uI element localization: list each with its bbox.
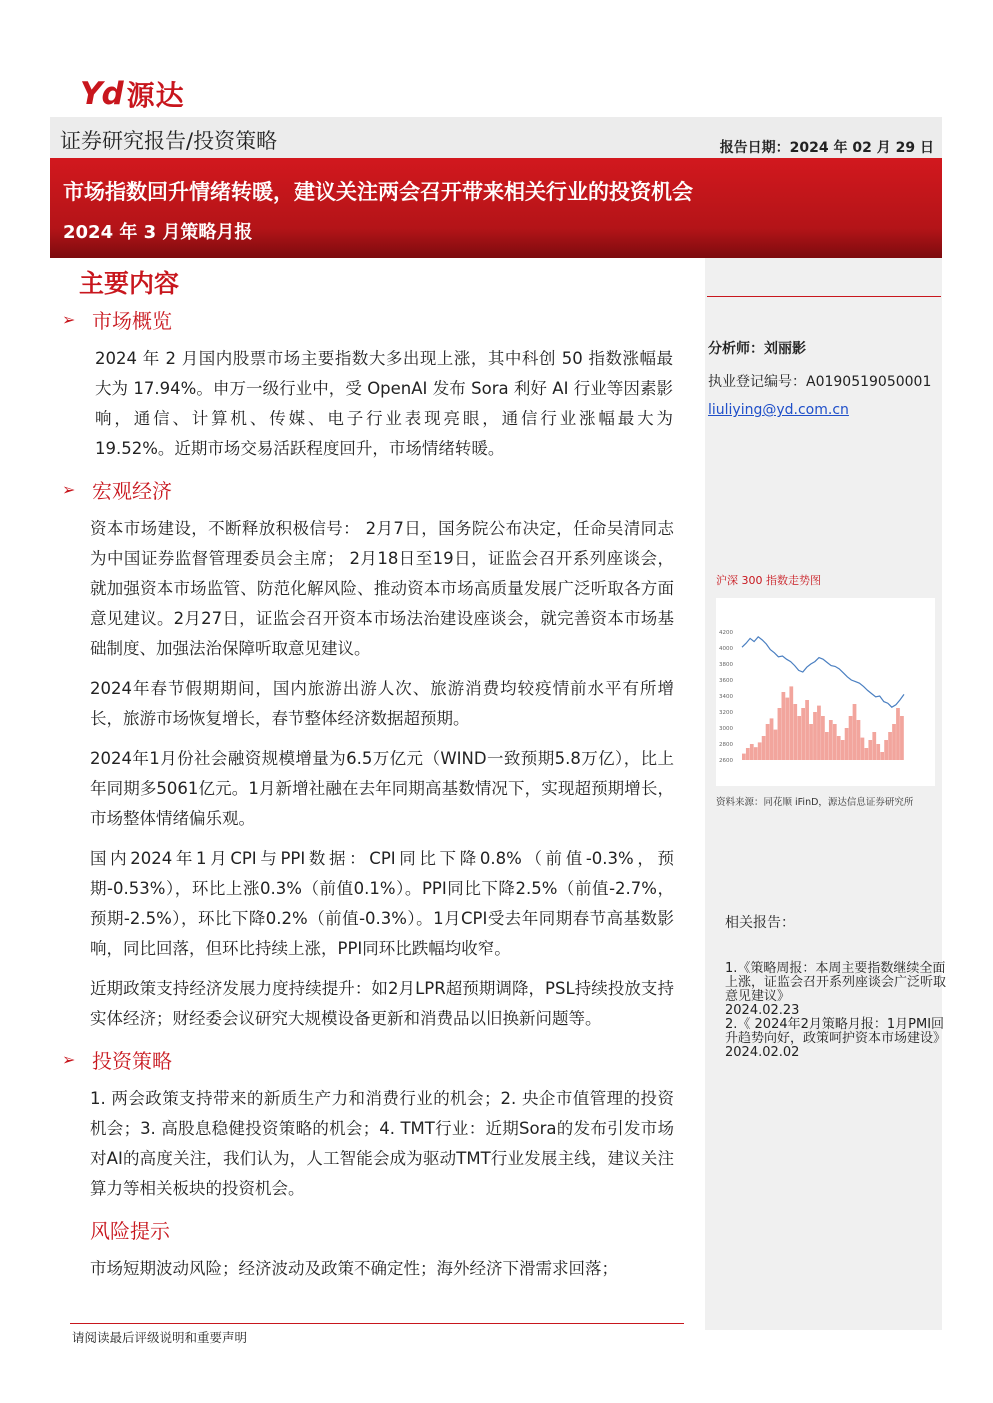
chart-bar (896, 708, 900, 760)
analyst-registration: 执业登记编号：A0190519050001 (708, 374, 932, 390)
chart-bar (900, 716, 904, 760)
macro-paragraph-4: 国内2024年1月CPI与PPI数据：CPI同比下降0.8%（前值-0.3%，预期-0.53%），环比上涨0.3%（前值0.1%）。PPI同比下降2.5%（前值-2.7%，预期-2.5%），环比下降0.2%（前值-0.3%）。1月CPI受去年同期春节高基数影响，同比回落，但环比持续上涨，PPI同环比跌幅均收窄。 (90, 849, 674, 958)
title-banner (50, 158, 942, 258)
chart-bar (829, 720, 833, 760)
footer-divider (70, 1323, 684, 1324)
chart-bar (876, 744, 880, 760)
risk-heading: 风险提示 (90, 1219, 170, 1243)
y-tick-label: 3200 (719, 710, 733, 716)
footer-disclaimer: 请阅读最后评级说明和重要声明 (72, 1330, 248, 1345)
chart-bar (797, 716, 801, 760)
section-heading-macro (62, 475, 172, 504)
related-reports-list (725, 962, 947, 1060)
main-content-heading: 主要内容 (79, 269, 180, 298)
chart-bar (813, 712, 817, 760)
chart-svg (716, 598, 935, 786)
chart-source: 资料来源：同花顺 iFinD，源达信息证券研究所 (716, 797, 914, 808)
chart-bar (742, 754, 746, 760)
analyst-email-link[interactable]: liuliying@yd.com.cn (708, 402, 849, 418)
strategy-paragraph: 1. 两会政策支持带来的新质生产力和消费行业的机会；2. 央企市值管理的投资机会；3. 高股息稳健投资策略的机会；4. TMT行业：近期Sora的发布引发市场对AI的高度关注，我们认为，人工智能会成为驱动TMT行业发展主线，建议关注算力等相关板块的投资机会。 (90, 1089, 674, 1198)
chart-bar (805, 700, 809, 760)
macro-paragraph-5: 近期政策支持经济发展力度持续提升：如2月LPR超预期调降，PSL持续投放支持实体经济；财经委会议研究大规模设备更新和消费品以旧换新问题等。 (90, 979, 674, 1028)
y-tick-label: 3400 (719, 694, 733, 700)
chart-bar (793, 704, 797, 760)
related-report-2[interactable]: 2.《 2024年2月策略月报：1月PMI回升趋势向好，政策呵护资本市场建设》 (725, 1017, 947, 1046)
chart-bar (785, 698, 789, 760)
chart-bar (770, 718, 774, 760)
related-report-2-date: 2024.02.02 (725, 1045, 800, 1060)
chart-bar (766, 724, 770, 760)
y-tick-label: 4000 (719, 646, 733, 652)
chart-series-line (742, 637, 904, 707)
chart-bar (833, 724, 837, 760)
chart-bar (778, 708, 782, 760)
chart-bar (754, 747, 758, 760)
y-tick-label: 4200 (719, 630, 733, 636)
brand-logo (80, 76, 185, 112)
report-category: 证券研究报告/投资策略 (60, 129, 278, 153)
chart-bar (892, 724, 896, 760)
y-axis-ticks (719, 630, 733, 764)
report-subtitle: 2024 年 3 月策略月报 (63, 222, 253, 243)
chart-bar (864, 748, 868, 760)
chart-bar (758, 742, 762, 760)
section-title: 投资策略 (92, 1049, 172, 1073)
chart-bar (789, 686, 793, 760)
chart-title: 沪深 300 指数走势图 (716, 574, 821, 587)
chart-bar (809, 724, 813, 760)
risk-paragraph: 市场短期波动风险；经济波动及政策不确定性；海外经济下滑需求回落； (90, 1259, 618, 1278)
overview-paragraph: 2024 年 2 月国内股票市场主要指数大多出现上涨，其中科创 50 指数涨幅最大为 17.94%。申万一级行业中，受 OpenAI 发布 Sora 利好 AI 行业等因素影响，通信、计算机、传媒、电子行业表现亮眼，通信行业涨幅最大为 19.52%。近期市场交易活跃程度回升，市场情绪转暖。 (95, 349, 673, 458)
y-tick-label: 2800 (719, 742, 733, 748)
section-heading-strategy (62, 1045, 172, 1074)
chart-bar (817, 706, 821, 760)
chart-bar (884, 740, 888, 760)
macro-paragraph-2: 2024年春节假期期间，国内旅游出游人次、旅游消费均较疫情前水平有所增长，旅游市场恢复增长，春节整体经济数据超预期。 (90, 679, 674, 728)
report-date: 报告日期：2024 年 02 月 29 日 (719, 140, 934, 156)
chart-bar (880, 752, 884, 760)
chart-bar (841, 740, 845, 760)
chart-bar (782, 692, 786, 760)
section-title: 宏观经济 (92, 479, 172, 503)
chart-bar (825, 732, 829, 760)
chart-bar (774, 730, 778, 760)
arrow-icon: ➢ (62, 1050, 76, 1069)
macro-paragraph-3: 2024年1月份社会融资规模增量为6.5万亿元（WIND一致预期5.8万亿），比上年同期多5061亿元。1月新增社融在去年同期高基数情况下，实现超预期增长，市场整体情绪偏乐观。 (90, 749, 674, 828)
related-reports-title: 相关报告： (725, 915, 795, 931)
section-title: 市场概览 (92, 309, 172, 333)
section-heading-overview (62, 305, 172, 334)
logo-text: 源达 (126, 79, 185, 112)
sidebar-divider (707, 296, 941, 297)
related-report-1[interactable]: 1.《策略周报：本周主要指数继续全面上涨，证监会召开系列座谈会广泛听取意见建议》 (725, 961, 947, 1004)
y-tick-label: 2600 (719, 758, 733, 764)
chart-bar (801, 708, 805, 760)
chart-bar (837, 736, 841, 760)
chart-bar (750, 744, 754, 760)
y-tick-label: 3600 (719, 678, 733, 684)
chart-bar (857, 720, 861, 760)
arrow-icon: ➢ (62, 480, 76, 499)
chart-bars (742, 686, 904, 760)
chart-bar (746, 748, 750, 760)
related-report-1-date: 2024.02.23 (725, 1003, 800, 1018)
arrow-icon: ➢ (62, 310, 76, 329)
chart-bar (849, 716, 853, 760)
chart-bar (861, 738, 865, 760)
logo-mark: Yd (80, 76, 123, 112)
index-chart (716, 598, 935, 786)
chart-bar (853, 704, 857, 760)
chart-bar (872, 732, 876, 760)
chart-bar (868, 740, 872, 760)
macro-paragraph-1: 资本市场建设，不断释放积极信号： 2月7日，国务院公布决定，任命吴清同志为中国证券监督管理委员会主席； 2月18日至19日，证监会召开系列座谈会，就加强资本市场监管、防范化解风险、推动资本市场高质量发展广泛听取各方面意见建议。2月27日，证监会召开资本市场法治建设座谈会，就完善资本市场基础制度、加强法治保障听取意见建议。 (90, 519, 674, 658)
chart-bar (821, 716, 825, 760)
report-title: 市场指数回升情绪转暖，建议关注两会召开带来相关行业的投资机会 (63, 180, 693, 204)
header-bar (50, 117, 942, 158)
chart-bar (845, 728, 849, 760)
analyst-info (708, 338, 938, 418)
y-tick-label: 3800 (719, 662, 733, 668)
chart-bar (888, 732, 892, 760)
analyst-name: 分析师：刘丽影 (708, 341, 806, 357)
chart-bar (762, 736, 766, 760)
y-tick-label: 3000 (719, 726, 733, 732)
